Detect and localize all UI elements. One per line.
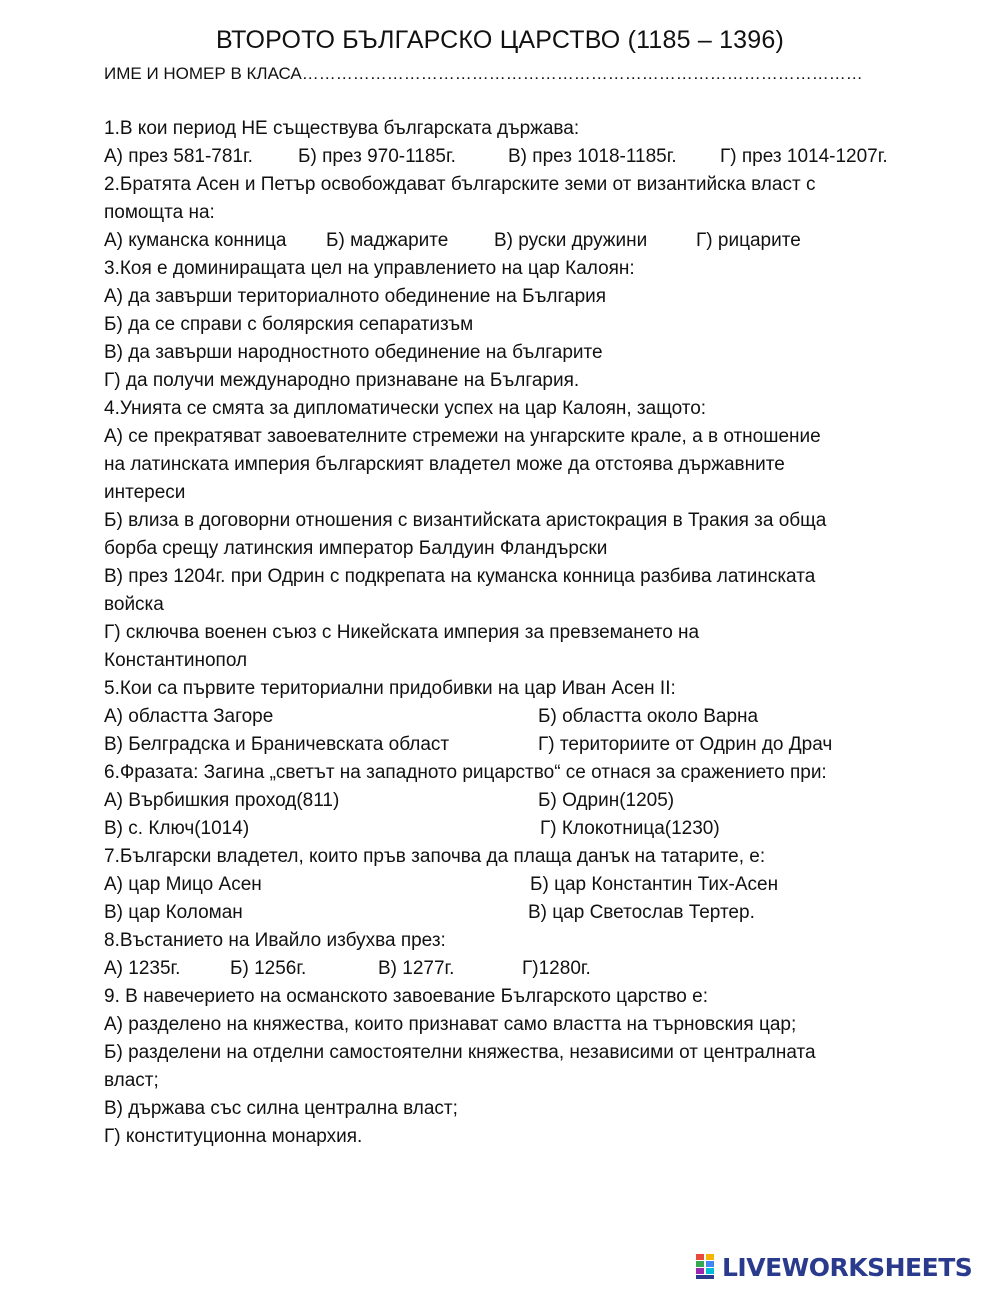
q3-option-b: Б) да се справи с болярския сепаратизъм xyxy=(104,314,474,335)
q9-option-c: В) държава със силна централна власт; xyxy=(104,1098,458,1119)
q6-option-a: А) Върбишкия проход(811) xyxy=(104,790,340,811)
q1-option-c: В) през 1018-1185г. xyxy=(508,146,677,167)
q4-option-a: А) се прекратяват завоевателните стремежи на унгарските крале, а в отношение xyxy=(104,426,821,447)
question-4: 4.Унията се смята за дипломатически успех на цар Калоян, защото: xyxy=(104,398,707,419)
liveworksheets-logo xyxy=(696,1252,972,1282)
q2-option-a: А) куманска конница xyxy=(104,230,287,251)
q2-option-b: Б) маджарите xyxy=(326,230,449,251)
q6-option-d: Г) Клокотница(1230) xyxy=(540,818,720,839)
q4-option-b-cont: борба срещу латинския император Балдуин Фландърски xyxy=(104,538,608,559)
question-6: 6.Фразата: Загина „светът на западното рицарство“ се отнася за сражението при: xyxy=(104,762,827,783)
q5-option-a: А) областта Загоре xyxy=(104,706,274,727)
worksheet-title: ВТОРОТО БЪЛГАРСКО ЦАРСТВО (1185 – 1396) xyxy=(215,26,785,54)
q9-option-b: Б) разделени на отделни самостоятелни княжества, независими от централната xyxy=(104,1042,816,1063)
question-2: 2.Братята Асен и Петър освобождават българските земи от византийска власт с xyxy=(104,174,816,195)
q5-option-c: В) Белградска и Браничевската област xyxy=(104,734,450,755)
question-2-cont: помощта на: xyxy=(104,202,215,223)
q8-option-c: В) 1277г. xyxy=(378,958,455,979)
q9-option-b-cont: власт; xyxy=(104,1070,159,1091)
question-1: 1.В кои период НЕ съществува българската държава: xyxy=(104,118,580,139)
q2-option-d: Г) рицарите xyxy=(696,230,801,251)
question-8: 8.Въстанието на Ивайло избухва през: xyxy=(104,930,446,951)
q9-option-d: Г) конституционна монархия. xyxy=(104,1126,363,1147)
liveworksheets-logo-icon xyxy=(696,1254,716,1280)
question-7: 7.Български владетел, които пръв започва да плаща данък на татарите, е: xyxy=(104,846,766,867)
q3-option-c: В) да завърши народностното обединение на българите xyxy=(104,342,603,363)
q4-option-a-cont2: интереси xyxy=(104,482,186,503)
q2-option-c: В) руски дружини xyxy=(494,230,648,251)
q7-option-c: В) цар Коломан xyxy=(104,902,243,923)
q7-option-d: В) цар Светослав Тертер. xyxy=(528,902,755,923)
q3-option-d: Г) да получи международно признаване на България. xyxy=(104,370,580,391)
q4-option-d: Г) сключва военен съюз с Никейската империя за превземането на xyxy=(104,622,700,643)
q6-option-c: В) с. Ключ(1014) xyxy=(104,818,250,839)
q1-option-a: А) през 581-781г. xyxy=(104,146,253,167)
q9-option-a: А) разделено на княжества, които признават само властта на търновския цар; xyxy=(104,1014,797,1035)
q1-option-d: Г) през 1014-1207г. xyxy=(720,146,888,167)
q4-option-b: Б) влиза в договорни отношения с византийската аристокрация в Тракия за обща xyxy=(104,510,827,531)
q8-option-d: Г)1280г. xyxy=(522,958,591,979)
question-9: 9. В навечерието на османското завоевание Българското царство е: xyxy=(104,986,708,1007)
question-5: 5.Кои са първите териториални придобивки на цар Иван Асен II: xyxy=(104,678,676,699)
q3-option-a: А) да завърши териториалното обединение на България xyxy=(104,286,607,307)
q8-option-a: А) 1235г. xyxy=(104,958,181,979)
q4-option-c-cont: войска xyxy=(104,594,164,615)
q4-option-a-cont: на латинската империя българският владетел може да отстоява държавните xyxy=(104,454,785,475)
q5-option-b: Б) областта около Варна xyxy=(538,706,759,727)
question-3: 3.Коя е доминиращата цел на управлението на цар Калоян: xyxy=(104,258,635,279)
q4-option-c: В) през 1204г. при Одрин с подкрепата на куманска конница разбива латинската xyxy=(104,566,816,587)
q7-option-b: Б) цар Константин Тих-Асен xyxy=(530,874,779,895)
q6-option-b: Б) Одрин(1205) xyxy=(538,790,675,811)
q5-option-d: Г) териториите от Одрин до Драч xyxy=(538,734,833,755)
q1-option-b: Б) през 970-1185г. xyxy=(298,146,456,167)
q4-option-d-cont: Константинопол xyxy=(104,650,248,671)
name-and-number-field: ИМЕ И НОМЕР В КЛАСА……………………………………………………………………………………… xyxy=(104,64,863,83)
liveworksheets-logo-text: LIVEWORKSHEETS xyxy=(722,1252,973,1282)
q7-option-a: А) цар Мицо Асен xyxy=(104,874,262,895)
q8-option-b: Б) 1256г. xyxy=(230,958,307,979)
